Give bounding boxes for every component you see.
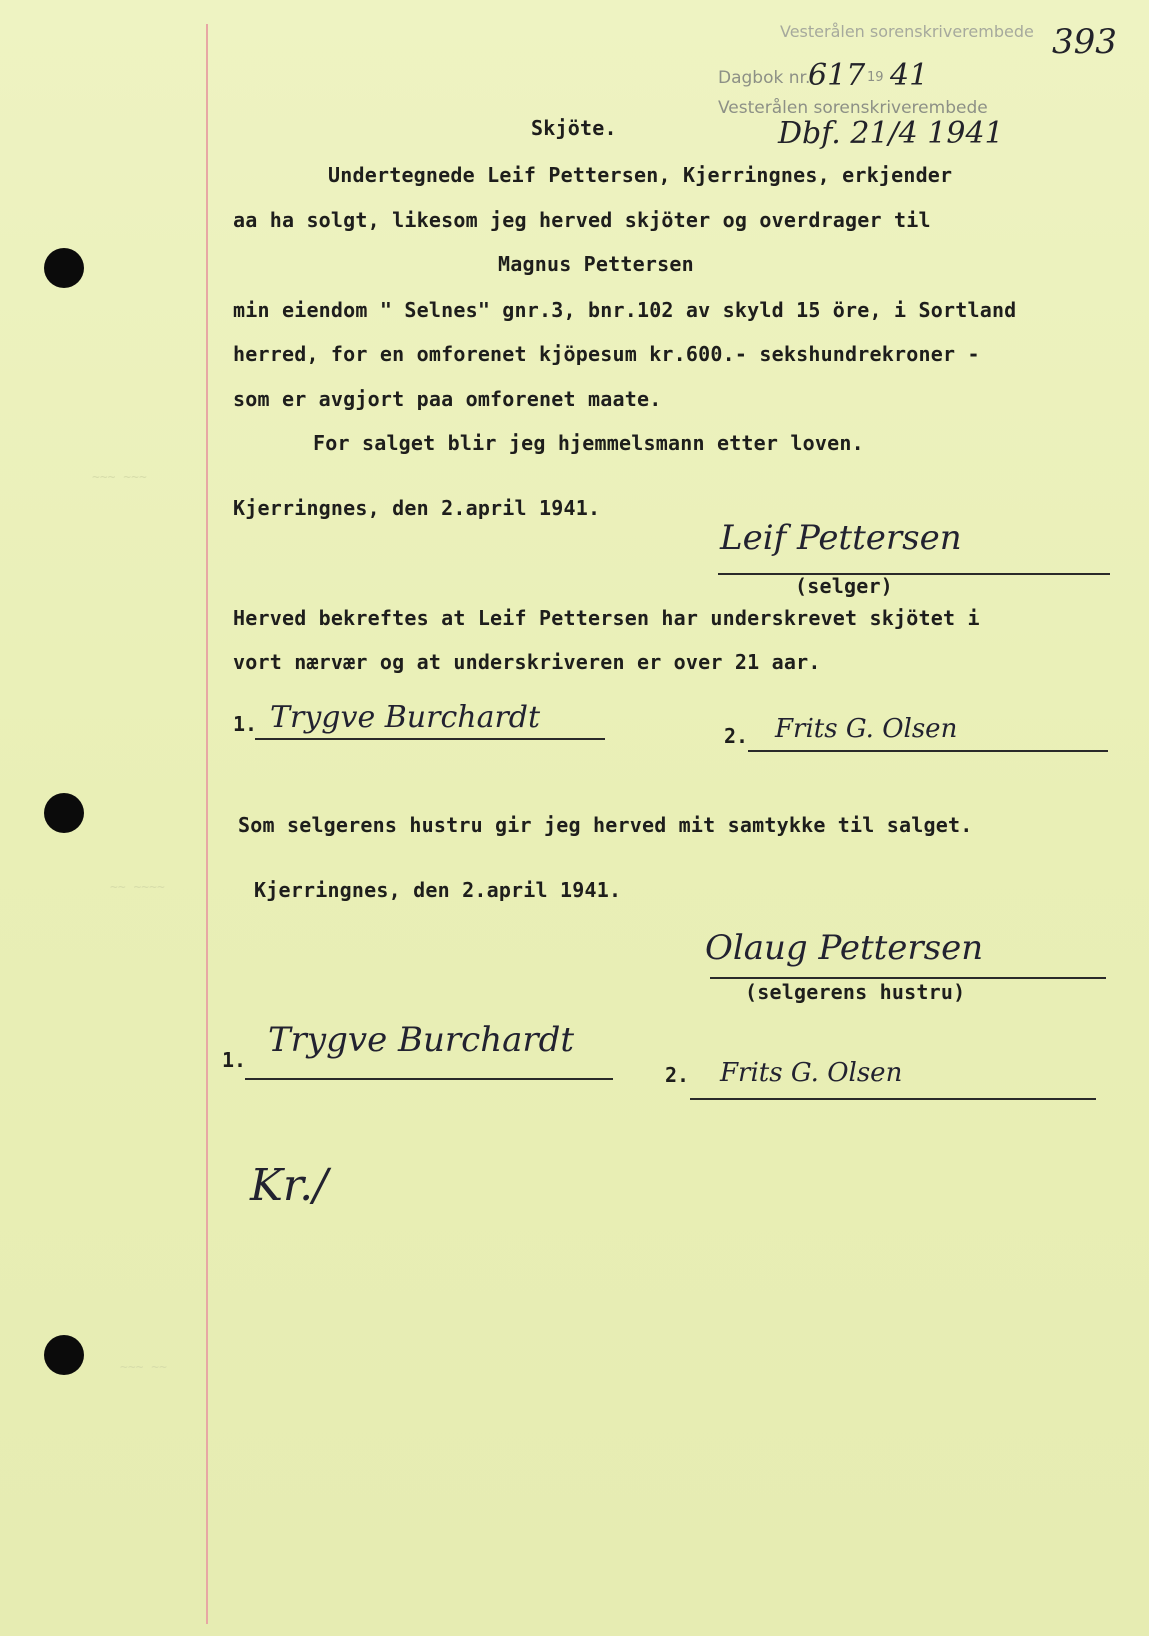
stamp-office: Vesterålen sorenskriverembede	[718, 98, 988, 118]
signature-line	[245, 1078, 613, 1080]
signature-line	[710, 977, 1106, 979]
consent-line: Som selgerens hustru gir jeg herved mit samtykke til salget.	[238, 813, 973, 837]
witness-number: 1.	[222, 1048, 247, 1072]
buyer-name: Magnus Pettersen	[498, 252, 694, 276]
date-line: Kjerringnes, den 2.april 1941.	[254, 878, 622, 902]
margin-line	[206, 24, 208, 1624]
text-line: For salget blir jeg hjemmelsmann etter loven.	[313, 431, 864, 455]
text-line: som er avgjort paa omforenet maate.	[233, 387, 662, 411]
text-line: herred, for en omforenet kjöpesum kr.600.- sekshundrekroner -	[233, 342, 980, 366]
witness-signature: Frits G. Olsen	[775, 714, 958, 744]
date-line: Kjerringnes, den 2.april 1941.	[233, 496, 601, 520]
witness-statement-line: Herved bekreftes at Leif Pettersen har underskrevet skjötet i	[233, 606, 980, 630]
document-title: Skjöte.	[531, 116, 617, 140]
initials: Kr./	[250, 1160, 328, 1211]
punch-hole	[44, 1335, 84, 1375]
witness-number: 2.	[665, 1063, 690, 1087]
bleed-through: ~~ ~~~~	[110, 880, 165, 895]
text-line: Undertegnede Leif Pettersen, Kjerringnes, erkjender	[328, 163, 953, 187]
witness-signature: Trygve Burchardt	[268, 1020, 575, 1060]
bleed-through: ~~~ ~~	[120, 1360, 167, 1375]
signature-line	[255, 738, 605, 740]
stamp-year-prefix: 19	[867, 70, 884, 85]
stamp-handwritten-date: Dbf. 21/4 1941	[778, 116, 1004, 151]
page-number: 393	[1052, 22, 1117, 62]
witness-number: 1.	[233, 712, 258, 736]
signature-line	[748, 750, 1108, 752]
witness-number: 2.	[724, 724, 749, 748]
punch-hole	[44, 248, 84, 288]
stamp-top-line: Vesterålen sorenskriverembede	[780, 22, 1034, 41]
bleed-through: ~~~ ~~~	[92, 470, 147, 485]
punch-hole	[44, 793, 84, 833]
stamp-dagbok-number: 617	[808, 58, 866, 93]
seller-caption: (selger)	[795, 574, 893, 598]
text-line: aa ha solgt, likesom jeg herved skjöter og overdrager til	[233, 208, 931, 232]
signature-line	[690, 1098, 1096, 1100]
wife-caption: (selgerens hustru)	[745, 980, 966, 1004]
wife-signature: Olaug Pettersen	[705, 928, 984, 968]
stamp-dagbok-label: Dagbok nr.	[718, 68, 811, 88]
stamp-year-suffix: 41	[890, 58, 929, 93]
witness-signature: Frits G. Olsen	[720, 1058, 903, 1088]
text-line: min eiendom " Selnes" gnr.3, bnr.102 av skyld 15 öre, i Sortland	[233, 298, 1017, 322]
signature-line	[718, 573, 1110, 575]
witness-statement-line: vort nærvær og at underskriveren er over 21 aar.	[233, 650, 821, 674]
witness-signature: Trygve Burchardt	[270, 700, 541, 735]
seller-signature: Leif Pettersen	[720, 518, 962, 558]
